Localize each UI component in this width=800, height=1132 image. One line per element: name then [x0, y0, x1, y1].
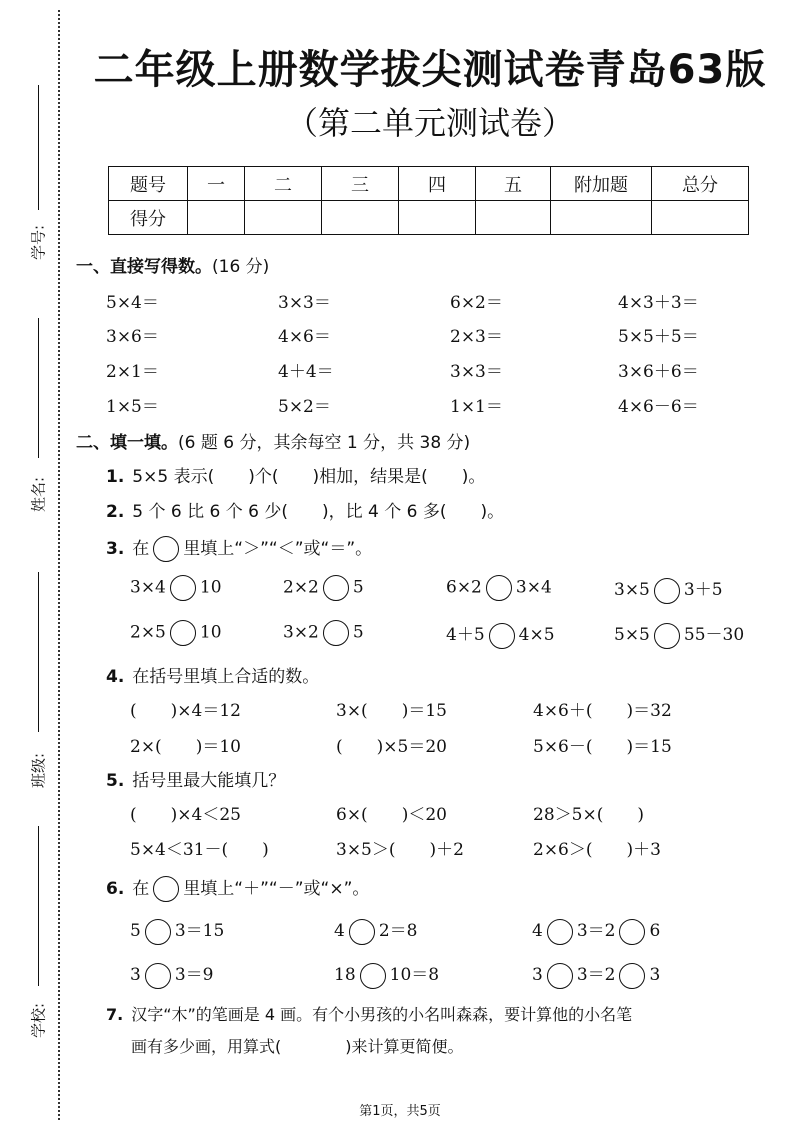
table-cell: 总分 — [652, 167, 749, 201]
compare-right: 10 — [199, 622, 222, 643]
question-1 — [106, 462, 485, 487]
compare-item — [614, 575, 723, 604]
answer-circle — [153, 876, 179, 902]
score-input-cell[interactable] — [476, 201, 551, 235]
question-text-pre: 在 — [132, 539, 150, 559]
class-line — [38, 572, 39, 732]
section2-title: 二、填一填。 — [76, 433, 178, 453]
operand: 4 — [334, 921, 345, 941]
fill-item[interactable]: ( )×4＝12 — [130, 701, 241, 721]
table-cell: 二 — [245, 167, 322, 201]
calc-item: 2×3＝ — [450, 327, 503, 347]
compare-left: 3×2 — [283, 622, 319, 643]
question-number: 5. — [106, 771, 125, 791]
page-subtitle: （第二单元测试卷） — [285, 104, 574, 142]
compare-right: 3＋5 — [683, 580, 723, 600]
compare-item — [446, 575, 552, 601]
section1-points: (16 分) — [212, 257, 270, 277]
calc-item: 6×2＝ — [450, 293, 503, 313]
operand: 2＝8 — [378, 921, 418, 941]
operand: 3 — [532, 965, 543, 985]
question-number: 3. — [106, 539, 125, 559]
answer-circle[interactable] — [486, 575, 512, 601]
answer-circle[interactable] — [145, 963, 171, 989]
compare-right: 5 — [352, 622, 364, 643]
compare-left: 4＋5 — [446, 625, 485, 645]
fill-item[interactable]: 2×( )＝10 — [130, 737, 241, 757]
calc-item: 3×6＝ — [106, 327, 159, 347]
fill-item[interactable]: 3×5＞( )＋2 — [336, 840, 464, 860]
table-cell: 三 — [322, 167, 399, 201]
compare-item — [283, 575, 364, 601]
answer-circle[interactable] — [323, 620, 349, 646]
fill-item[interactable]: 5×6－( )＝15 — [533, 737, 672, 757]
question-7 — [106, 1002, 632, 1025]
fill-item[interactable]: 5×4＜31－( ) — [130, 840, 269, 860]
operator-item — [334, 916, 417, 945]
answer-circle[interactable] — [654, 578, 680, 604]
calc-item: 4×3＋3＝ — [618, 293, 699, 313]
compare-item — [130, 620, 222, 646]
compare-left: 5×5 — [614, 625, 650, 645]
answer-circle[interactable] — [654, 623, 680, 649]
score-input-cell[interactable] — [245, 201, 322, 235]
calc-item: 3×3＝ — [450, 362, 503, 382]
table-cell: 得分 — [109, 201, 188, 235]
calc-item: 1×1＝ — [450, 397, 503, 417]
section1-heading — [76, 252, 269, 277]
compare-left: 2×2 — [283, 577, 319, 598]
table-cell: 四 — [399, 167, 476, 201]
fill-item[interactable]: ( )×4＜25 — [130, 805, 241, 825]
calc-item: 5×5＋5＝ — [618, 327, 699, 347]
question-2 — [106, 497, 504, 522]
operand: 5 — [130, 921, 141, 941]
class-label: 班级: — [29, 752, 48, 789]
operand: 3＝15 — [174, 921, 225, 941]
table-cell: 一 — [188, 167, 245, 201]
fill-item[interactable]: ( )×5＝20 — [336, 737, 447, 757]
table-cell: 附加题 — [551, 167, 652, 201]
section2-heading — [76, 428, 470, 453]
score-table — [108, 166, 749, 235]
table-cell: 题号 — [109, 167, 188, 201]
answer-circle[interactable] — [170, 620, 196, 646]
operator-item — [130, 960, 213, 989]
binding-dashed-line — [58, 10, 60, 1120]
operand: 3＝9 — [174, 965, 214, 985]
question-text: 在括号里填上合适的数。 — [132, 667, 320, 687]
answer-circle[interactable] — [619, 919, 645, 945]
compare-item — [614, 620, 744, 649]
question-text-post: 里填上“＞”“＜”或“＝”。 — [183, 539, 373, 559]
school-line — [38, 826, 39, 986]
answer-circle[interactable] — [547, 963, 573, 989]
calc-item: 5×2＝ — [278, 397, 331, 417]
compare-right: 55－30 — [683, 625, 745, 645]
score-input-cell[interactable] — [399, 201, 476, 235]
student-id-line — [38, 85, 39, 210]
calc-item: 3×6＋6＝ — [618, 362, 699, 382]
question-4 — [106, 662, 319, 687]
page-footer: 第1页，共5页 — [359, 1104, 441, 1119]
fill-item[interactable]: 3×( )＝15 — [336, 701, 447, 721]
student-id-label: 学号: — [29, 224, 48, 261]
section2-points: (6 题 6 分，其余每空 1 分，共 38 分) — [178, 433, 471, 453]
compare-item — [130, 575, 222, 601]
operand: 3 — [649, 965, 661, 985]
answer-circle[interactable] — [323, 575, 349, 601]
question-number: 6. — [106, 879, 125, 899]
question-text: 5 个 6 比 6 个 6 少( )，比 4 个 6 多( )。 — [132, 502, 505, 522]
operand: 18 — [334, 965, 356, 985]
answer-circle[interactable] — [489, 623, 515, 649]
question-number: 4. — [106, 667, 125, 687]
score-input-cell[interactable] — [188, 201, 245, 235]
table-cell: 五 — [476, 167, 551, 201]
answer-circle[interactable] — [360, 963, 386, 989]
operand: 10＝8 — [389, 965, 440, 985]
compare-left: 3×5 — [614, 580, 650, 600]
compare-item — [283, 620, 364, 646]
question-6 — [106, 874, 369, 902]
operand: 4 — [532, 921, 543, 941]
answer-circle[interactable] — [619, 963, 645, 989]
calc-item: 4×6－6＝ — [618, 397, 699, 417]
calc-item: 1×5＝ — [106, 397, 159, 417]
calc-item: 5×4＝ — [106, 293, 159, 313]
question-text: 5×5 表示( )个( )相加，结果是( )。 — [132, 467, 486, 487]
page-title: 二年级上册数学拔尖测试卷青岛63版 — [93, 47, 767, 93]
calc-item: 3×3＝ — [278, 293, 331, 313]
question-number: 1. — [106, 467, 125, 487]
operand: 3 — [130, 965, 141, 985]
compare-left: 6×2 — [446, 577, 482, 598]
question-text-post: 里填上“＋”“－”或“×”。 — [183, 879, 370, 899]
answer-circle[interactable] — [145, 919, 171, 945]
calc-item: 4×6＝ — [278, 327, 331, 347]
operand: 3＝2 — [576, 965, 616, 985]
school-label: 学校: — [29, 1002, 48, 1039]
compare-left: 2×5 — [130, 622, 166, 643]
question-number: 2. — [106, 502, 125, 522]
calc-item: 2×1＝ — [106, 362, 159, 382]
operator-item — [130, 916, 224, 945]
question-5 — [106, 766, 285, 791]
score-input-cell[interactable] — [322, 201, 399, 235]
question-number: 7. — [106, 1005, 124, 1024]
question-7-line2[interactable]: 画有多少画，用算式( )来计算更简便。 — [131, 1037, 464, 1056]
operand: 6 — [649, 921, 661, 941]
operator-item — [532, 916, 660, 945]
operator-item — [334, 960, 439, 989]
score-table-score-row — [109, 201, 749, 235]
operand: 3＝2 — [576, 921, 616, 941]
question-text-pre: 在 — [132, 879, 150, 899]
question-text-line1: 汉字“木”的笔画是 4 画。有个小男孩的小名叫森森，要计算他的小名笔 — [131, 1005, 633, 1024]
section1-title: 一、直接写得数。 — [76, 257, 212, 277]
answer-circle[interactable] — [349, 919, 375, 945]
compare-right: 5 — [352, 577, 364, 598]
answer-circle[interactable] — [547, 919, 573, 945]
question-3 — [106, 534, 372, 562]
score-table-header-row — [109, 167, 749, 201]
fill-item[interactable]: 6×( )＜20 — [336, 805, 447, 825]
compare-right: 10 — [199, 577, 222, 598]
fill-item[interactable]: 28＞5×( ) — [533, 805, 644, 825]
score-input-cell[interactable] — [551, 201, 652, 235]
compare-left: 3×4 — [130, 577, 166, 598]
compare-right: 3×4 — [515, 577, 552, 598]
score-input-cell[interactable] — [652, 201, 749, 235]
answer-circle[interactable] — [170, 575, 196, 601]
compare-right: 4×5 — [518, 625, 555, 645]
fill-item[interactable]: 2×6＞( )＋3 — [533, 840, 661, 860]
operator-item — [532, 960, 660, 989]
name-label: 姓名: — [29, 476, 48, 513]
compare-item — [446, 620, 555, 649]
calc-item: 4＋4＝ — [278, 362, 334, 382]
fill-item[interactable]: 4×6＋( )＝32 — [533, 701, 672, 721]
answer-circle — [153, 536, 179, 562]
name-line — [38, 318, 39, 458]
question-text: 括号里最大能填几？ — [132, 771, 286, 791]
